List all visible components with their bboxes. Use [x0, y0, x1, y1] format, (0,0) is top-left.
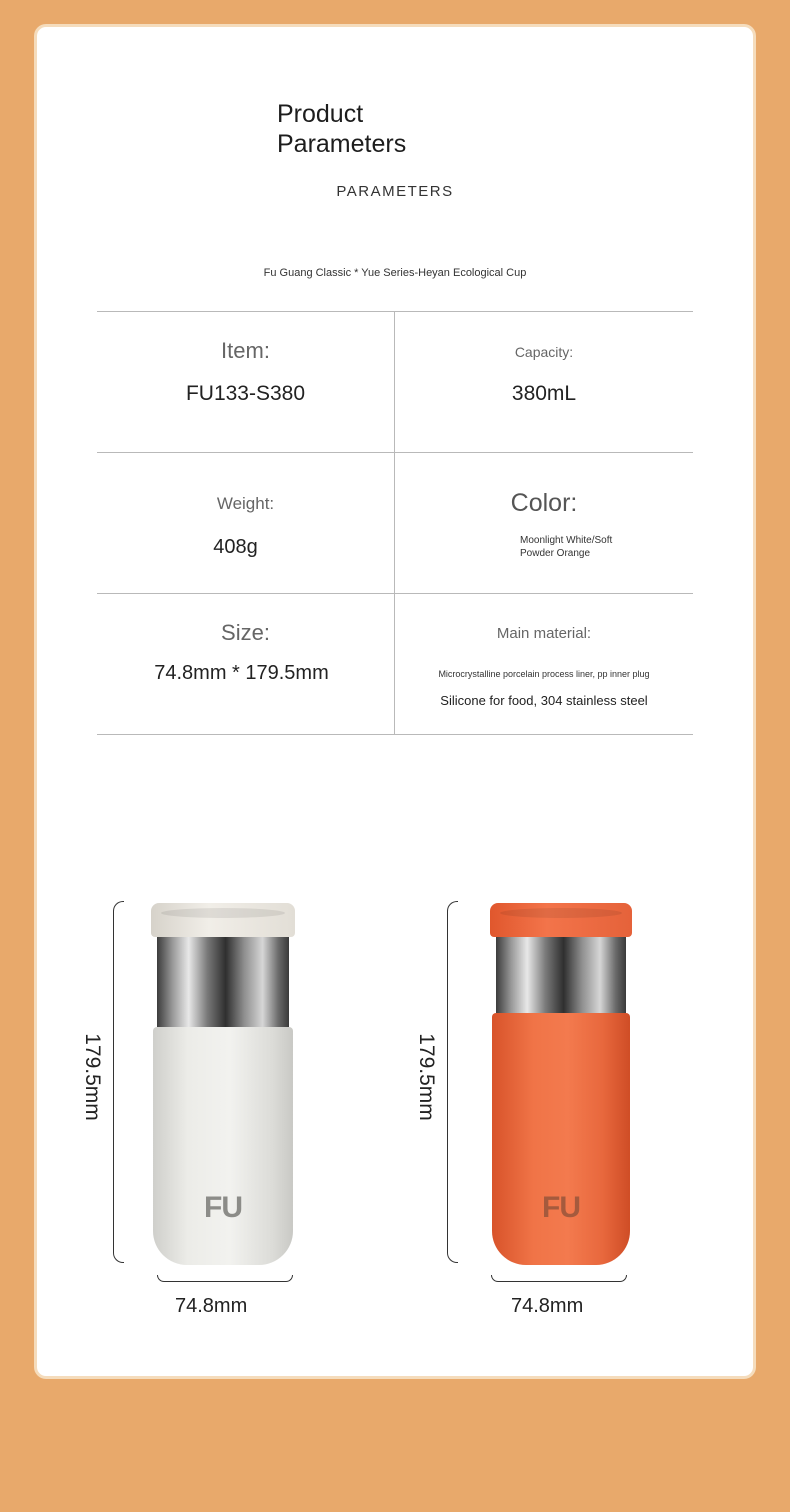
weight-value: 408g: [213, 536, 258, 558]
item-value: FU133-S380: [185, 382, 306, 405]
weight-label: Weight:: [216, 494, 275, 513]
parameters-card: [34, 24, 756, 1379]
section-subtitle: PARAMETERS: [336, 183, 454, 200]
size-label: Size:: [221, 620, 270, 645]
cup-logo: FU: [542, 1191, 580, 1224]
orange-cup-image: [492, 903, 630, 1265]
product-name: Fu Guang Classic * Yue Series-Heyan Ecological Cup: [263, 267, 527, 279]
cup-logo: FU: [204, 1191, 242, 1224]
height-label-orange: 179.5mm: [414, 1033, 438, 1121]
height-bracket: [447, 901, 458, 1263]
width-bracket: [157, 1275, 293, 1282]
page-title: Product Parameters: [277, 100, 407, 158]
height-bracket: [113, 901, 124, 1263]
color-value: Moonlight White/Soft Powder Orange: [520, 535, 613, 559]
color-label: Color:: [510, 489, 578, 517]
width-label-orange: 74.8mm: [511, 1295, 584, 1317]
capacity-label: Capacity:: [514, 344, 574, 360]
width-bracket: [491, 1275, 627, 1282]
item-label: Item:: [221, 338, 270, 363]
height-label-white: 179.5mm: [80, 1033, 104, 1121]
white-cup-image: [153, 903, 293, 1265]
material-label: Main material:: [496, 625, 592, 642]
product-dimensions: [37, 27, 753, 1382]
material-line1: Microcrystalline porcelain process liner, pp inner plug: [438, 669, 650, 679]
capacity-value: 380mL: [511, 382, 577, 405]
material-line2: Silicone for food, 304 stainless steel: [440, 693, 648, 708]
size-value: 74.8mm * 179.5mm: [154, 662, 329, 684]
width-label-white: 74.8mm: [175, 1295, 248, 1317]
